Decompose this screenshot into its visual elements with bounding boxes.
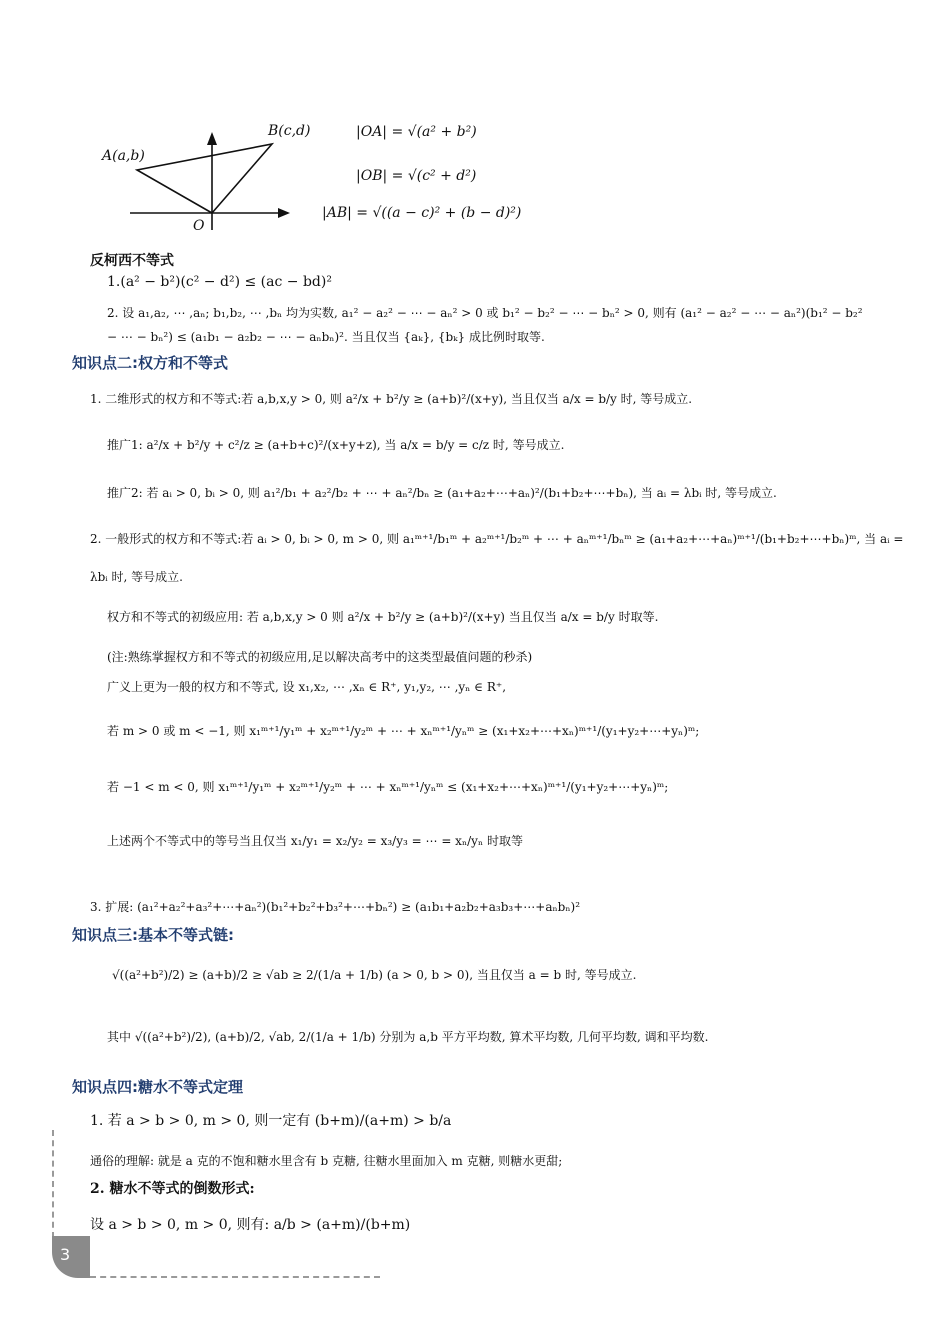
anti-cauchy-item2-line1: 2. 设 a₁,a₂, ⋯ ,aₙ; b₁,b₂, ⋯ ,bₙ 均为实数, a₁² − a₂² − ⋯ − aₙ² > 0 或 b₁² − b₂² − ⋯ − bₙ² > 0, 则有 (a₁² − a₂² − ⋯ − aₙ²)(b₁² − b₂²: [107, 306, 863, 320]
section2-title: 知识点二:权方和不等式: [72, 354, 228, 372]
page-dashed-border-vertical: [52, 1130, 54, 1238]
eq-OB: |OB| = √(c² + d²): [356, 168, 477, 184]
s2-line6: 权方和不等式的初级应用: 若 a,b,x,y > 0 则 a²/x + b²/y ≥ (a+b)²/(x+y) 当且仅当 a/x = b/y 时取等.: [107, 610, 659, 624]
s2-line12: 3. 扩展: (a₁²+a₂²+a₃²+⋯+aₙ²)(b₁²+b₂²+b₃²+⋯+bₙ²) ≥ (a₁b₁+a₂b₂+a₃b₃+⋯+aₙbₙ)²: [90, 900, 581, 914]
anti-cauchy-item1: 1.(a² − b²)(c² − d²) ≤ (ac − bd)²: [107, 274, 332, 290]
point-B-label: B(c,d): [268, 123, 311, 139]
section3-title: 知识点三:基本不等式链:: [72, 926, 234, 944]
s4-line2: 通俗的理解: 就是 a 克的不饱和糖水里含有 b 克糖, 往糖水里面加入 m 克糖, 则糖水更甜;: [90, 1154, 563, 1168]
section4-title: 知识点四:糖水不等式定理: [72, 1078, 243, 1096]
anti-cauchy-item2-line2: − ⋯ − bₙ²) ≤ (a₁b₁ − a₂b₂ − ⋯ − aₙbₙ)². 当且仅当 {aₖ}, {bₖ} 成比例时取等.: [107, 330, 545, 344]
origin-label: O: [193, 218, 205, 234]
s3-line1: √((a²+b²)/2) ≥ (a+b)/2 ≥ √ab ≥ 2/(1/a + 1/b) (a > 0, b > 0), 当且仅当 a = b 时, 等号成立.: [112, 968, 637, 982]
s3-line2: 其中 √((a²+b²)/2), (a+b)/2, √ab, 2/(1/a + 1/b) 分别为 a,b 平方平均数, 算术平均数, 几何平均数, 调和平均数.: [107, 1030, 709, 1044]
s2-line9: 若 m > 0 或 m < −1, 则 x₁ᵐ⁺¹/y₁ᵐ + x₂ᵐ⁺¹/y₂ᵐ + ⋯ + xₙᵐ⁺¹/yₙᵐ ≥ (x₁+x₂+⋯+xₙ)ᵐ⁺¹/(y₁+y₂+⋯+yₙ)ᵐ;: [107, 724, 700, 738]
s2-line2: 推广1: a²/x + b²/y + c²/z ≥ (a+b+c)²/(x+y+z), 当 a/x = b/y = c/z 时, 等号成立.: [107, 438, 565, 452]
s2-line10: 若 −1 < m < 0, 则 x₁ᵐ⁺¹/y₁ᵐ + x₂ᵐ⁺¹/y₂ᵐ + ⋯ + xₙᵐ⁺¹/yₙᵐ ≤ (x₁+x₂+⋯+xₙ)ᵐ⁺¹/(y₁+y₂+⋯+yₙ)ᵐ;: [107, 780, 669, 794]
s2-line7: (注:熟练掌握权方和不等式的初级应用,足以解决高考中的这类型最值问题的秒杀): [107, 650, 533, 664]
s2-line8: 广义上更为一般的权方和不等式, 设 x₁,x₂, ⋯ ,xₙ ∈ R⁺, y₁,y₂, ⋯ ,yₙ ∈ R⁺,: [107, 680, 507, 694]
s2-line1: 1. 二维形式的权方和不等式:若 a,b,x,y > 0, 则 a²/x + b²/y ≥ (a+b)²/(x+y), 当且仅当 a/x = b/y 时, 等号成立.: [90, 392, 693, 406]
triangle-OAB: [137, 144, 272, 213]
s2-line5: λbᵢ 时, 等号成立.: [90, 570, 183, 584]
page-dashed-border-horizontal: [90, 1276, 380, 1278]
s2-line3: 推广2: 若 aᵢ > 0, bᵢ > 0, 则 a₁²/b₁ + a₂²/b₂ + ⋯ + aₙ²/bₙ ≥ (a₁+a₂+⋯+aₙ)²/(b₁+b₂+⋯+bₙ), 当 aᵢ = λbᵢ 时, 等号成立.: [107, 486, 777, 500]
y-axis-arrow: [207, 132, 217, 145]
page-number: 3: [60, 1245, 71, 1264]
s4-line4: 设 a > b > 0, m > 0, 则有: a/b > (a+m)/(b+m): [90, 1217, 411, 1233]
s2-line11: 上述两个不等式中的等号当且仅当 x₁/y₁ = x₂/y₂ = x₃/y₃ = ⋯ = xₙ/yₙ 时取等: [107, 834, 523, 848]
s2-line4: 2. 一般形式的权方和不等式:若 aᵢ > 0, bᵢ > 0, m > 0, 则 a₁ᵐ⁺¹/b₁ᵐ + a₂ᵐ⁺¹/b₂ᵐ + ⋯ + aₙᵐ⁺¹/bₙᵐ ≥ (a₁+a₂+⋯+aₙ)ᵐ⁺¹/(b₁+b₂+⋯+bₙ)ᵐ, 当 aᵢ =: [90, 532, 904, 546]
point-A-label: A(a,b): [102, 148, 145, 164]
s4-line1: 1. 若 a > b > 0, m > 0, 则一定有 (b+m)/(a+m) > b/a: [90, 1113, 452, 1129]
x-axis-arrow: [278, 208, 290, 218]
page-number-badge: [52, 1236, 90, 1278]
eq-OA: |OA| = √(a² + b²): [356, 124, 477, 140]
anti-cauchy-title: 反柯西不等式: [90, 253, 174, 269]
s4-line3: 2. 糖水不等式的倒数形式:: [90, 1181, 255, 1197]
eq-AB: |AB| = √((a − c)² + (b − d)²): [322, 205, 522, 221]
